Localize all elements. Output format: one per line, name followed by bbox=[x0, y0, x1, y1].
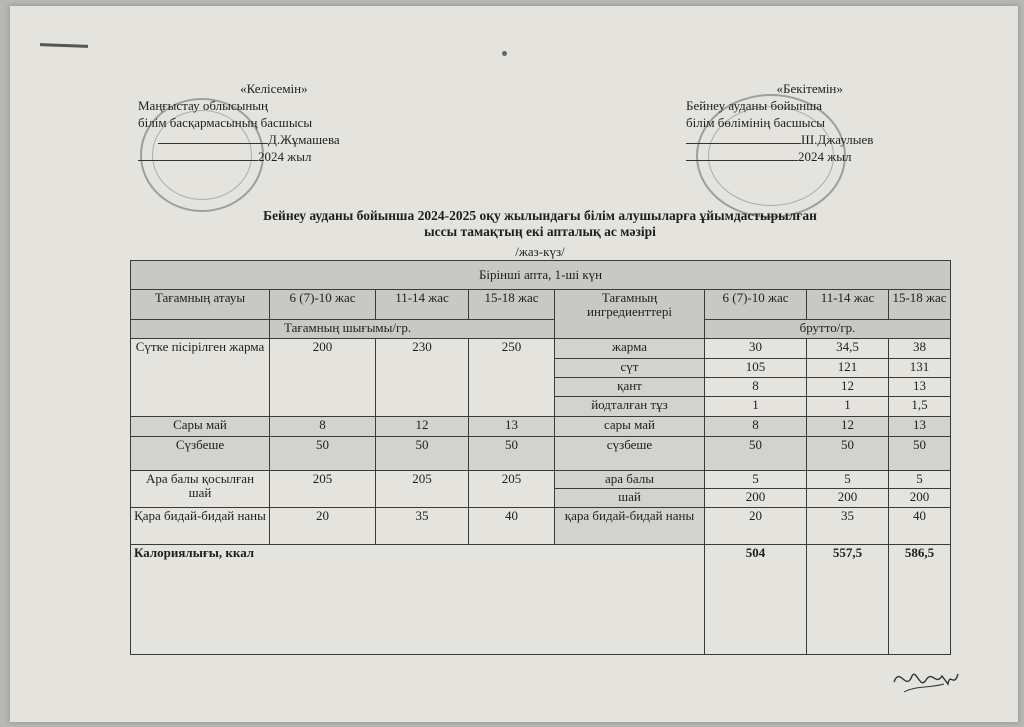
pen-mark bbox=[40, 43, 88, 48]
ingredient-value: 12 bbox=[807, 378, 889, 397]
menu-table bbox=[130, 260, 951, 655]
calories-value: 557,5 bbox=[807, 545, 889, 655]
header-ingredients: Тағамның ингредиенттері bbox=[555, 290, 705, 339]
header-age-15-18: 15-18 жас bbox=[469, 290, 555, 320]
dish-yield: 8 bbox=[270, 417, 376, 437]
header-yield: Тағамның шығымы/гр. bbox=[270, 320, 555, 339]
header-age-11-14: 11-14 жас bbox=[376, 290, 469, 320]
approval-line: Бейнеу ауданы бойынша bbox=[686, 98, 823, 113]
calories-value: 504 bbox=[705, 545, 807, 655]
dish-yield: 50 bbox=[270, 437, 376, 471]
ingredient-value: 50 bbox=[705, 437, 807, 471]
header-ing-age-11-14: 11-14 жас bbox=[807, 290, 889, 320]
ingredient-value: 200 bbox=[889, 489, 951, 508]
header-ing-age-6-10: 6 (7)-10 жас bbox=[705, 290, 807, 320]
ingredient-value: 30 bbox=[705, 339, 807, 359]
header-dish: Тағамның атауы bbox=[131, 290, 270, 320]
header-gross: брутто/гр. bbox=[705, 320, 951, 339]
ingredient-value: 50 bbox=[807, 437, 889, 471]
ingredient-value: 20 bbox=[705, 508, 807, 545]
ingredient-name: қара бидай-бидай наны bbox=[555, 508, 705, 545]
ingredient-value: 1,5 bbox=[889, 397, 951, 417]
ingredient-value: 105 bbox=[705, 359, 807, 378]
ingredient-value: 13 bbox=[889, 378, 951, 397]
approval-heading: «Келісемін» bbox=[240, 81, 308, 96]
calories-value: 586,5 bbox=[889, 545, 951, 655]
dish-yield: 35 bbox=[376, 508, 469, 545]
approval-line: білім бөлімінің басшысы bbox=[686, 115, 826, 130]
ingredient-value: 8 bbox=[705, 417, 807, 437]
season-subtitle: /жаз-күз/ bbox=[515, 244, 565, 259]
dish-yield: 50 bbox=[469, 437, 555, 471]
dish-name: Сары май bbox=[131, 417, 270, 437]
dish-name: Сүтке пісірілген жарма bbox=[131, 339, 270, 417]
date-line bbox=[686, 160, 798, 161]
ingredient-name: сары май bbox=[555, 417, 705, 437]
approval-heading: «Бекітемін» bbox=[776, 81, 843, 96]
ingredient-value: 5 bbox=[807, 471, 889, 489]
dish-yield: 50 bbox=[376, 437, 469, 471]
ingredient-value: 34,5 bbox=[807, 339, 889, 359]
signatory-name: Д.Жұмашева bbox=[268, 132, 340, 147]
ingredient-value: 200 bbox=[807, 489, 889, 508]
title-line: ыссы тамақтың екі апталық ас мәзірі bbox=[424, 224, 656, 239]
ingredient-name: жарма bbox=[555, 339, 705, 359]
right-approval-block bbox=[686, 80, 873, 165]
header-ing-age-15-18: 15-18 жас bbox=[889, 290, 951, 320]
dish-yield: 40 bbox=[469, 508, 555, 545]
ingredient-name: сүт bbox=[555, 359, 705, 378]
ingredient-name: қант bbox=[555, 378, 705, 397]
ingredient-value: 200 bbox=[705, 489, 807, 508]
ingredient-value: 1 bbox=[807, 397, 889, 417]
dish-yield: 230 bbox=[376, 339, 469, 417]
dish-yield: 13 bbox=[469, 417, 555, 437]
dish-yield: 205 bbox=[376, 471, 469, 508]
ingredient-value: 40 bbox=[889, 508, 951, 545]
approval-year: 2024 жыл bbox=[798, 149, 852, 164]
document-title bbox=[130, 208, 950, 240]
dish-yield: 12 bbox=[376, 417, 469, 437]
date-line bbox=[138, 160, 258, 161]
ingredient-value: 121 bbox=[807, 359, 889, 378]
ingredient-value: 35 bbox=[807, 508, 889, 545]
ingredient-value: 1 bbox=[705, 397, 807, 417]
week-day-header: Бірінші апта, 1-ші күн bbox=[131, 261, 951, 290]
handwritten-signature bbox=[890, 662, 960, 698]
dish-name: Қара бидай-бидай наны bbox=[131, 508, 270, 545]
ingredient-value: 131 bbox=[889, 359, 951, 378]
ingredient-value: 38 bbox=[889, 339, 951, 359]
approval-line: білім басқармасының басшысы bbox=[138, 115, 313, 130]
ingredient-value: 12 bbox=[807, 417, 889, 437]
signature-line bbox=[158, 143, 268, 144]
title-line: Бейнеу ауданы бойынша 2024-2025 оқу жылындағы білім алушыларға ұйымдастырылған bbox=[263, 208, 817, 223]
signature-line bbox=[686, 143, 801, 144]
dish-name: Ара балы қосылған шай bbox=[131, 471, 270, 508]
approval-line: Маңғыстау облысының bbox=[138, 98, 268, 113]
ingredient-name: шай bbox=[555, 489, 705, 508]
signatory-name: Ш.Джаулыев bbox=[801, 132, 874, 147]
dish-yield: 205 bbox=[270, 471, 376, 508]
left-approval-block bbox=[138, 80, 340, 165]
ingredient-value: 5 bbox=[889, 471, 951, 489]
ingredient-value: 5 bbox=[705, 471, 807, 489]
document-page bbox=[10, 6, 1018, 722]
approval-year: 2024 жыл bbox=[258, 149, 312, 164]
ingredient-name: сүзбеше bbox=[555, 437, 705, 471]
dish-yield: 250 bbox=[469, 339, 555, 417]
ingredient-value: 8 bbox=[705, 378, 807, 397]
dish-yield: 20 bbox=[270, 508, 376, 545]
ingredient-name: ара балы bbox=[555, 471, 705, 489]
ink-dot bbox=[502, 51, 507, 56]
ingredient-value: 13 bbox=[889, 417, 951, 437]
ingredient-name: йодталған тұз bbox=[555, 397, 705, 417]
ingredient-value: 50 bbox=[889, 437, 951, 471]
calories-label: Калориялығы, ккал bbox=[131, 545, 705, 655]
dish-yield: 205 bbox=[469, 471, 555, 508]
header-age-6-10: 6 (7)-10 жас bbox=[270, 290, 376, 320]
dish-yield: 200 bbox=[270, 339, 376, 417]
dish-name: Сүзбеше bbox=[131, 437, 270, 471]
